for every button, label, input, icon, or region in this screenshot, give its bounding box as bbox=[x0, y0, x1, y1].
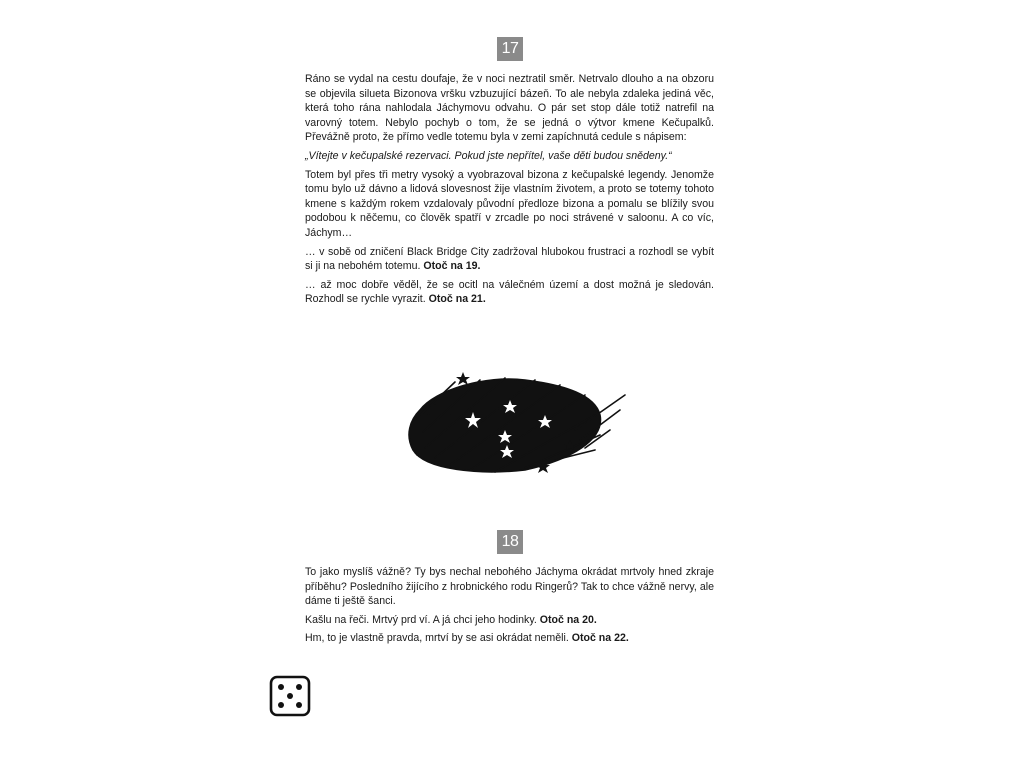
choice-option-21[interactable] bbox=[305, 278, 714, 307]
sign-quote: „Vítejte v kečupalské rezervaci. Pokud jste nepřítel, vaše děti budou snědeny.“ bbox=[305, 149, 672, 162]
goto-22-link[interactable]: Otoč na 22. bbox=[571, 632, 629, 645]
goto-21-link[interactable]: Otoč na 21. bbox=[428, 293, 486, 306]
choice-option-19-text: … v sobě od zničení Black Bridge City zadržoval hlubokou frustraci a rozhodl se vybít si ji na nebohém totemu. bbox=[305, 245, 714, 273]
night-sky-scribble-icon bbox=[395, 360, 635, 490]
choice-option-20[interactable] bbox=[305, 613, 714, 628]
section-number-18: 18 bbox=[497, 530, 523, 554]
goto-20-link[interactable]: Otoč na 20. bbox=[539, 613, 597, 626]
choice-option-21-text: … až moc dobře věděl, že se ocitl na válečném území a dost možná je sledován. Rozhodl se rychle vyrazit. bbox=[305, 278, 714, 306]
choice-option-22[interactable] bbox=[305, 631, 714, 646]
section-number-17: 17 bbox=[497, 37, 523, 61]
goto-19-link[interactable]: Otoč na 19. bbox=[423, 260, 481, 273]
section-17-paragraph-2: Totem byl přes tři metry vysoký a vyobrazoval bizona z kečupalské legendy. Jenomže tomu bylo už dávno a lidová slovesnost žije vlastním životem, a proto se totemy tohoto kmene s každým rokem vzdalovaly původní předloze bizona a pomalu se blížily svou podobou k něčemu, co člověk spatří v zrcadle po noci strávené v saloonu. A co víc, Jáchym… bbox=[305, 168, 714, 239]
section-17-paragraph-1: Ráno se vydal na cestu doufaje, že v noci neztratil směr. Netrvalo dlouho a na obzoru se objevila silueta Bizonova vršku vzbuzující bázeň. To ale nebyla zdaleka jediná věc, která toho rána nahlodala Jáchymovu odvahu. O pár set stop dále totiž natrefil na varovný totem. Nebylo pochyb o tom, že se jedná o výtvor kmene Kečupalků. Převážně proto, že přímo vedle totemu byla v zemi zapíchnutá cedule s nápisem: bbox=[305, 73, 714, 144]
choice-option-19[interactable] bbox=[305, 245, 714, 274]
section-17-text bbox=[305, 72, 714, 311]
section-18-paragraph-1: To jako myslíš vážně? Ty bys nechal nebohého Jáchyma okrádat mrtvoly hned zkraje příběhu? Posledního žijícího z hrobnického rodu Ringerů? Tak to chce vážně nervy, ale dáme ti ještě šanci. bbox=[305, 566, 714, 608]
section-18-text bbox=[305, 565, 714, 650]
dice-five-icon bbox=[268, 674, 312, 718]
choice-option-20-text: Kašlu na řeči. Mrtvý prd ví. A já chci jeho hodinky. bbox=[305, 613, 537, 626]
choice-option-22-text: Hm, to je vlastně pravda, mrtví by se asi okrádat neměli. bbox=[305, 632, 569, 645]
